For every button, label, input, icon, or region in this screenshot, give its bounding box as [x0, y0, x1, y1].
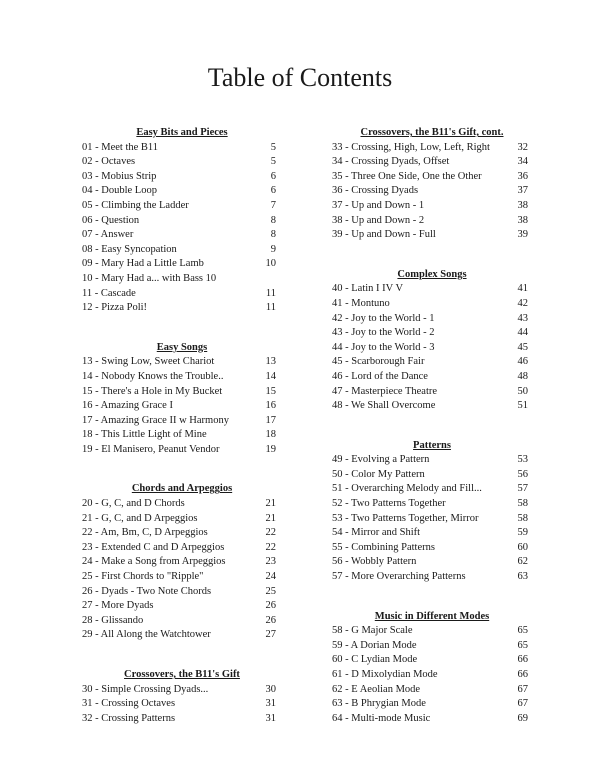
toc-entry[interactable] — [82, 184, 282, 199]
toc-entry-page: 5 — [270, 156, 276, 168]
toc-entry-page: 26 — [265, 614, 276, 626]
toc-column-right — [332, 126, 532, 751]
toc-entry-page: 17 — [265, 414, 276, 426]
toc-section — [332, 439, 532, 585]
toc-entry[interactable] — [82, 214, 282, 229]
toc-entry-title: 43 - Joy to the World - 2 — [332, 327, 435, 339]
toc-entry[interactable] — [332, 326, 532, 341]
toc-entry[interactable] — [332, 453, 532, 468]
toc-entry[interactable] — [332, 199, 532, 214]
toc-section — [82, 482, 282, 643]
toc-entry-title: 54 - Mirror and Shift — [332, 527, 421, 539]
toc-entry-title: 08 - Easy Syncopation — [82, 243, 177, 255]
toc-entry-title: 16 - Amazing Grace I — [82, 400, 173, 412]
toc-entry-title: 06 - Question — [82, 214, 140, 226]
toc-entry-page: 58 — [517, 498, 528, 510]
toc-entry-page: 67 — [517, 683, 528, 695]
toc-entry-page: 26 — [265, 600, 276, 612]
toc-entry-title: 13 - Swing Low, Sweet Chariot — [82, 356, 215, 368]
toc-entry-page: 50 — [517, 385, 528, 397]
toc-entry-page: 65 — [517, 625, 528, 637]
toc-entry-title: 31 - Crossing Octaves — [82, 698, 176, 710]
toc-entry-title: 29 - All Along the Watchtower — [82, 629, 211, 641]
toc-entry-title: 27 - More Dyads — [82, 600, 154, 612]
toc-entry[interactable] — [332, 385, 532, 400]
toc-entry[interactable] — [332, 341, 532, 356]
toc-entry-page: 48 — [517, 370, 528, 382]
toc-entry-page: 66 — [517, 654, 528, 666]
toc-entry-page: 11 — [265, 302, 276, 314]
toc-entry-page: 38 — [517, 199, 528, 211]
toc-entry-page: 13 — [265, 356, 276, 368]
toc-entry-page: 6 — [270, 170, 276, 182]
toc-entry[interactable] — [332, 482, 532, 497]
toc-entry-page: 67 — [517, 698, 528, 710]
toc-entry[interactable] — [82, 355, 282, 370]
toc-entry-page: 44 — [517, 327, 528, 339]
toc-entry-page: 19 — [265, 443, 276, 455]
toc-entry-page: 43 — [517, 312, 528, 324]
toc-entry-page: 65 — [517, 639, 528, 651]
toc-entry-page: 62 — [517, 556, 528, 568]
toc-entry[interactable] — [332, 653, 532, 668]
toc-entry[interactable] — [82, 526, 282, 541]
toc-entry-title: 23 - Extended C and D Arpeggios — [82, 541, 225, 553]
toc-entry[interactable] — [332, 228, 532, 243]
toc-entry-title: 05 - Climbing the Ladder — [82, 199, 189, 211]
toc-entry-page: 66 — [517, 669, 528, 680]
toc-section — [332, 126, 532, 243]
toc-entry-title: 22 - Am, Bm, C, D Arpeggios — [82, 527, 208, 539]
toc-entry-title: 49 - Evolving a Pattern — [332, 454, 430, 466]
toc-entry[interactable] — [82, 287, 282, 302]
toc-entry[interactable] — [332, 512, 532, 527]
section-heading: Crossovers, the B11's Gift — [124, 669, 240, 680]
toc-entry[interactable] — [82, 512, 282, 527]
toc-entry[interactable] — [82, 228, 282, 243]
section-heading: Crossovers, the B11's Gift, cont. — [360, 127, 504, 138]
toc-entry[interactable] — [332, 624, 532, 639]
toc-entry[interactable] — [332, 468, 532, 483]
toc-entry[interactable] — [82, 585, 282, 600]
toc-entry-page: 8 — [270, 214, 276, 226]
toc-entry-title: 28 - Glissando — [82, 614, 144, 626]
toc-section — [332, 610, 532, 727]
toc-entry-page: 25 — [265, 585, 276, 597]
toc-entry[interactable] — [332, 141, 532, 156]
toc-entry[interactable] — [332, 541, 532, 556]
toc-entry-page: 51 — [517, 400, 528, 412]
toc-entry-page: 7 — [270, 199, 276, 211]
toc-entry-title: 56 - Wobbly Pattern — [332, 556, 417, 568]
toc-entry-page: 8 — [270, 229, 276, 241]
toc-entry[interactable] — [82, 272, 282, 287]
toc-entry[interactable] — [332, 668, 532, 683]
toc-entry-page: 11 — [265, 287, 276, 299]
toc-entry-title: 52 - Two Patterns Together — [332, 498, 446, 510]
toc-entry-title: 02 - Octaves — [82, 156, 136, 168]
toc-entry[interactable] — [82, 370, 282, 385]
toc-entry-title: 33 - Crossing, High, Low, Left, Right — [332, 141, 490, 153]
toc-entry-title: 57 - More Overarching Patterns — [332, 571, 466, 583]
toc-entry-title: 36 - Crossing Dyads — [332, 185, 419, 197]
toc-entry-title: 32 - Crossing Patterns — [82, 712, 176, 724]
toc-entry-title: 41 - Montuno — [332, 297, 390, 309]
toc-entry-page: 45 — [517, 341, 528, 353]
toc-entry-title: 14 - Nobody Knows the Trouble.. — [82, 370, 224, 382]
toc-entry-title: 19 - El Manisero, Peanut Vendor — [82, 443, 220, 455]
toc-entry-page: 31 — [265, 698, 276, 710]
section-heading: Patterns — [413, 439, 451, 451]
toc-entry-title: 59 - A Dorian Mode — [332, 639, 417, 651]
toc-entry-page: 41 — [517, 283, 528, 295]
toc-entry-page: 27 — [265, 629, 276, 641]
toc-entry-title: 50 - Color My Pattern — [332, 468, 425, 480]
section-heading: Easy Bits and Pieces — [136, 127, 228, 138]
toc-entry-page: 56 — [517, 468, 528, 480]
toc-entry-title: 15 - There's a Hole in My Bucket — [82, 385, 223, 397]
toc-entry[interactable] — [332, 155, 532, 170]
toc-entry-page: 59 — [517, 527, 528, 539]
toc-entry-title: 48 - We Shall Overcome — [332, 400, 436, 412]
toc-entry-title: 42 - Joy to the World - 1 — [332, 312, 435, 324]
toc-entry[interactable] — [332, 184, 532, 199]
toc-entry-page: 58 — [517, 512, 528, 524]
toc-entry[interactable] — [82, 243, 282, 258]
toc-entry-title: 09 - Mary Had a Little Lamb — [82, 258, 204, 270]
toc-entry-page: 18 — [265, 429, 276, 441]
toc-entry[interactable] — [82, 712, 282, 727]
toc-entry-title: 12 - Pizza Poli! — [82, 302, 148, 314]
toc-entry-title: 62 - E Aeolian Mode — [332, 683, 421, 695]
toc-entry-page: 14 — [265, 370, 276, 382]
section-heading: Music in Different Modes — [374, 610, 490, 622]
toc-entry[interactable] — [332, 526, 532, 541]
toc-entry-title: 46 - Lord of the Dance — [332, 370, 428, 382]
toc-entry-page: 60 — [517, 541, 528, 553]
toc-entry-page: 10 — [265, 258, 276, 270]
toc-entry[interactable] — [82, 697, 282, 712]
toc-entry[interactable] — [82, 414, 282, 429]
toc-entry-page: 6 — [270, 185, 276, 197]
toc-entry-page: 22 — [265, 541, 276, 553]
toc-entry[interactable] — [332, 570, 532, 585]
toc-entry[interactable] — [332, 370, 532, 385]
toc-entry-title: 01 - Meet the B11 — [82, 141, 159, 153]
toc-entry-title: 20 - G, C, and D Chords — [82, 498, 185, 510]
toc-entry-title: 21 - G, C, and D Arpeggios — [82, 512, 198, 524]
toc-entry-title: 47 - Masterpiece Theatre — [332, 385, 438, 397]
toc-entry-page: 24 — [265, 571, 276, 583]
toc-entry-title: 25 - First Chords to "Ripple" — [82, 571, 204, 583]
toc-entry-page: 31 — [265, 712, 276, 724]
toc-entry-title: 39 - Up and Down - Full — [332, 229, 436, 241]
toc-entry[interactable] — [82, 555, 282, 570]
toc-entry-page: 21 — [265, 512, 276, 524]
toc-entry-page: 30 — [265, 683, 276, 695]
toc-entry-title: 51 - Overarching Melody and Fill... — [332, 483, 482, 495]
toc-entry-title: 60 - C Lydian Mode — [332, 654, 418, 666]
toc-entry-title: 04 - Double Loop — [82, 185, 157, 197]
toc-entry-title: 11 - Cascade — [82, 287, 136, 299]
toc-entry-title: 63 - B Phrygian Mode — [332, 698, 426, 710]
toc-entry-title: 61 - D Mixolydian Mode — [332, 669, 438, 680]
toc-entry[interactable] — [82, 628, 282, 643]
toc-entry-page: 9 — [270, 243, 276, 255]
toc-section — [332, 268, 532, 414]
toc-entry-page: 16 — [265, 400, 276, 412]
toc-entry-page: 15 — [265, 385, 276, 397]
toc-entry-page: 39 — [517, 229, 528, 241]
toc-entry-page: 53 — [517, 454, 528, 466]
toc-entry-page: 5 — [270, 141, 276, 153]
toc-entry-title: 17 - Amazing Grace II w Harmony — [82, 414, 229, 426]
toc-entry[interactable] — [332, 639, 532, 654]
toc-entry-page: 46 — [517, 356, 528, 368]
toc-entry-title: 38 - Up and Down - 2 — [332, 214, 425, 226]
toc-entry[interactable] — [82, 599, 282, 614]
toc-entry[interactable] — [82, 170, 282, 185]
toc-entry-title: 10 - Mary Had a... with Bass 10 — [82, 272, 217, 284]
toc-entry-page: 63 — [517, 571, 528, 583]
toc-entry[interactable] — [332, 312, 532, 327]
toc-entry-title: 18 - This Little Light of Mine — [82, 429, 207, 441]
toc-entry-page: 32 — [517, 141, 528, 153]
toc-entry-title: 35 - Three One Side, One the Other — [332, 170, 482, 182]
toc-entry[interactable] — [82, 399, 282, 414]
toc-entry[interactable] — [332, 297, 532, 312]
toc-entry[interactable] — [332, 170, 532, 185]
toc-entry-title: 30 - Simple Crossing Dyads... — [82, 683, 209, 695]
toc-entry-title: 34 - Crossing Dyads, Offset — [332, 156, 450, 168]
toc-section — [82, 341, 282, 458]
toc-entry[interactable] — [332, 697, 532, 712]
toc-entry-title: 44 - Joy to the World - 3 — [332, 341, 435, 353]
toc-entry-title: 37 - Up and Down - 1 — [332, 199, 425, 211]
toc-entry-title: 26 - Dyads - Two Note Chords — [82, 585, 212, 597]
toc-entry-page: 23 — [265, 556, 276, 568]
toc-entry-page: 42 — [517, 297, 528, 309]
page-title: Table of Contents — [207, 63, 393, 92]
toc-entry-page: 36 — [517, 170, 528, 182]
toc-entry[interactable] — [82, 155, 282, 170]
toc-column-left — [82, 126, 282, 751]
toc-entry-page: 38 — [517, 214, 528, 226]
toc-entry[interactable] — [82, 141, 282, 156]
toc-entry[interactable] — [332, 282, 532, 297]
toc-entry[interactable] — [82, 497, 282, 512]
toc-entry[interactable] — [82, 614, 282, 629]
toc-entry-page: 37 — [517, 185, 528, 197]
toc-entry[interactable] — [332, 555, 532, 570]
toc-entry-page: 34 — [517, 156, 528, 168]
toc-entry-title: 24 - Make a Song from Arpeggios — [82, 556, 226, 568]
toc-entry-page: 22 — [265, 527, 276, 539]
toc-entry-page: 69 — [517, 712, 528, 724]
section-heading: Easy Songs — [156, 341, 208, 353]
toc-entry[interactable] — [332, 712, 532, 727]
toc-entry-title: 64 - Multi-mode Music — [332, 712, 431, 724]
toc-entry[interactable] — [82, 443, 282, 458]
toc-entry-page: 21 — [265, 498, 276, 510]
toc-entry-title: 45 - Scarborough Fair — [332, 356, 425, 368]
toc-entry-title: 40 - Latin I IV V — [332, 283, 404, 295]
toc-entry-title: 53 - Two Patterns Together, Mirror — [332, 512, 479, 524]
toc-entry[interactable] — [82, 199, 282, 214]
toc-entry[interactable] — [82, 301, 282, 316]
toc-section — [82, 126, 282, 316]
toc-entry[interactable] — [332, 683, 532, 698]
toc-entry-title: 03 - Mobius Strip — [82, 170, 157, 182]
toc-section — [82, 668, 282, 726]
toc-entry[interactable] — [82, 541, 282, 556]
toc-entry[interactable] — [332, 497, 532, 512]
toc-entry[interactable] — [332, 399, 532, 414]
toc-entry[interactable] — [332, 214, 532, 229]
toc-entry-page: 57 — [517, 483, 528, 495]
toc-entry[interactable] — [82, 385, 282, 400]
section-heading: Complex Songs — [397, 268, 467, 280]
toc-entry[interactable] — [82, 257, 282, 272]
toc-entry-title: 58 - G Major Scale — [332, 625, 413, 637]
toc-entry[interactable] — [82, 428, 282, 443]
toc-entry[interactable] — [332, 355, 532, 370]
toc-entry-title: 55 - Combining Patterns — [332, 541, 435, 553]
toc-entry-title: 07 - Answer — [82, 229, 134, 241]
section-heading: Chords and Arpeggios — [131, 483, 233, 495]
toc-entry[interactable] — [82, 683, 282, 698]
toc-entry[interactable] — [82, 570, 282, 585]
